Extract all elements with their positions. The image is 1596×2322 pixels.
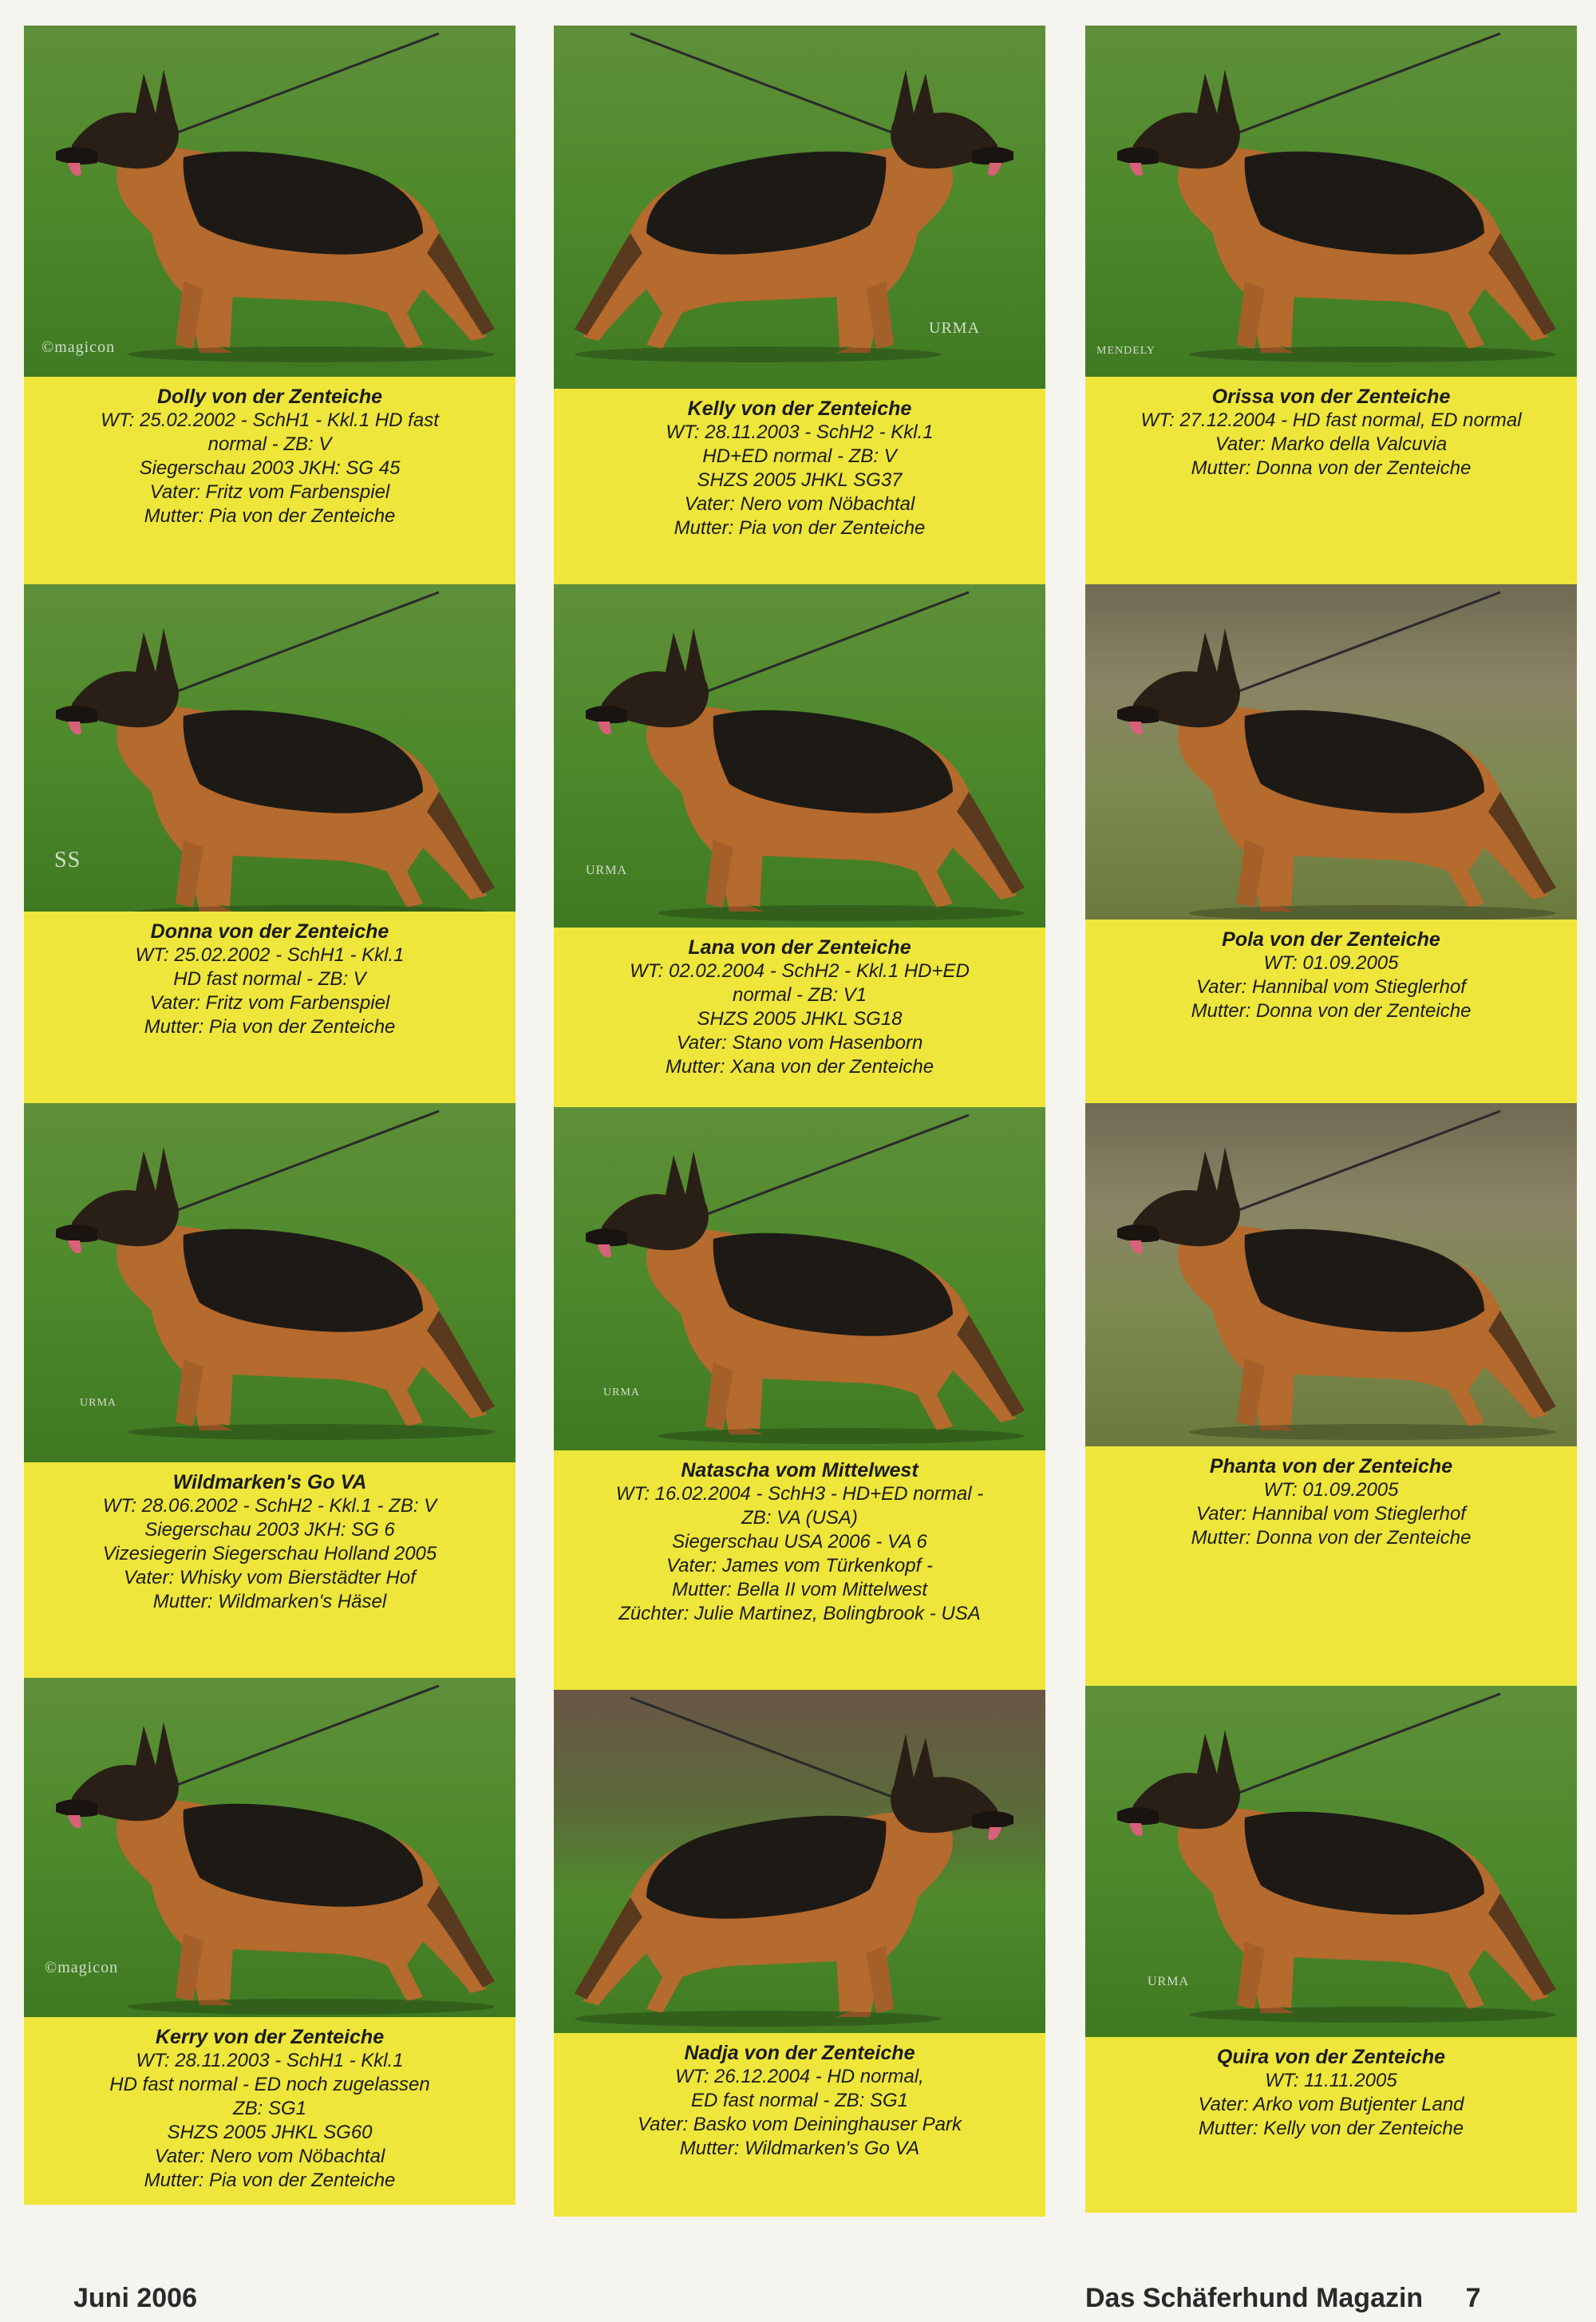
photo-watermark: URMA	[80, 1397, 117, 1409]
caption-line: WT: 11.11.2005	[1265, 2070, 1397, 2091]
photo-watermark: URMA	[929, 319, 981, 337]
caption-line: HD+ED normal - ZB: V	[702, 445, 897, 467]
caption-line: Vater: Arko vom Butjenter Land	[1198, 2094, 1464, 2115]
dog-caption	[24, 1462, 516, 1678]
dog-photo	[554, 584, 1045, 928]
dog-photo	[24, 1678, 516, 2017]
dog-caption	[1085, 920, 1577, 1103]
caption-line: Vater: Whisky vom Bierstädter Hof	[124, 1567, 416, 1588]
page-number: 7	[1465, 2283, 1481, 2313]
dog-silhouette-icon	[1085, 584, 1577, 920]
caption-line: WT: 28.11.2003 - SchH1 - Kkl.1	[136, 2050, 404, 2071]
dog-silhouette-icon	[24, 26, 516, 377]
caption-line: Vater: Nero vom Nöbachtal	[684, 493, 915, 515]
dog-photo	[554, 1107, 1045, 1450]
caption-line: SHZS 2005 JHKL SG37	[697, 469, 903, 491]
dog-silhouette-icon	[554, 1690, 1045, 2033]
dog-photo	[1085, 26, 1577, 377]
dog-caption	[1085, 1446, 1577, 1686]
dog-card	[24, 1103, 516, 1678]
dog-card	[24, 26, 516, 584]
dog-caption	[554, 389, 1045, 584]
caption-line: WT: 02.02.2004 - SchH2 - Kkl.1 HD+ED	[630, 960, 970, 982]
dog-name: Wildmarken's Go VA	[172, 1471, 367, 1493]
caption-line: Siegerschau 2003 JKH: SG 6	[144, 1519, 395, 1541]
caption-line: Mutter: Donna von der Zenteiche	[1191, 1527, 1472, 1549]
caption-line: Mutter: Bella II vom Mittelwest	[671, 1579, 928, 1600]
footer-magazine-title	[1085, 2283, 1481, 2314]
caption-line: WT: 25.02.2002 - SchH1 - Kkl.1 HD fast	[101, 409, 439, 431]
column-1	[24, 26, 516, 2205]
dog-photo	[1085, 1686, 1577, 2037]
dog-card	[1085, 26, 1577, 584]
dog-card	[554, 1107, 1045, 1690]
dog-card	[1085, 584, 1577, 1103]
caption-line: Mutter: Wildmarken's Häsel	[152, 1591, 387, 1612]
dog-caption	[1085, 377, 1577, 584]
caption-line: ZB: VA (USA)	[741, 1507, 858, 1529]
caption-line: WT: 16.02.2004 - SchH3 - HD+ED normal -	[615, 1483, 984, 1505]
caption-line: Vater: Hannibal vom Stieglerhof	[1196, 1503, 1466, 1525]
dog-name: Kelly von der Zenteiche	[687, 398, 912, 420]
dog-photo	[24, 1103, 516, 1462]
dog-silhouette-icon	[1085, 26, 1577, 377]
dog-name: Quira von der Zenteiche	[1216, 2046, 1446, 2068]
dog-name: Dolly von der Zenteiche	[156, 386, 382, 408]
dog-name: Phanta von der Zenteiche	[1209, 1455, 1453, 1477]
caption-line: Siegerschau USA 2006 - VA 6	[672, 1531, 927, 1553]
dog-photo	[24, 26, 516, 377]
dog-name: Lana von der Zenteiche	[688, 936, 911, 959]
photo-watermark: URMA	[586, 864, 628, 877]
dog-silhouette-icon	[24, 584, 516, 912]
column-3	[1085, 26, 1577, 2213]
caption-line: Mutter: Xana von der Zenteiche	[665, 1056, 934, 1078]
caption-line: HD fast normal - ZB: V	[173, 968, 366, 990]
dog-card	[24, 1678, 516, 2205]
dog-card	[1085, 1103, 1577, 1686]
caption-line: Mutter: Pia von der Zenteiche	[144, 1016, 396, 1038]
caption-line: Siegerschau 2003 JKH: SG 45	[139, 457, 401, 479]
dog-silhouette-icon	[554, 584, 1045, 928]
dog-photo	[554, 26, 1045, 389]
caption-line: Mutter: Donna von der Zenteiche	[1191, 1000, 1472, 1022]
caption-line: ED fast normal - ZB: SG1	[690, 2090, 909, 2111]
caption-line: SHZS 2005 JHKL SG18	[697, 1008, 903, 1030]
photo-watermark: ©magicon	[45, 1959, 119, 1976]
dog-card	[554, 584, 1045, 1107]
caption-line: Vater: Marko della Valcuvia	[1215, 433, 1448, 455]
caption-line: Mutter: Wildmarken's Go VA	[679, 2138, 920, 2159]
dog-photo	[1085, 1103, 1577, 1446]
caption-line: Vizesiegerin Siegerschau Holland 2005	[102, 1543, 437, 1564]
dog-silhouette-icon	[1085, 1103, 1577, 1446]
caption-line: WT: 27.12.2004 - HD fast normal, ED normal	[1140, 409, 1522, 431]
dog-caption	[554, 2033, 1045, 2217]
photo-watermark: SS	[54, 848, 81, 872]
photo-watermark: ©magicon	[41, 338, 116, 356]
caption-line: Mutter: Kelly von der Zenteiche	[1198, 2118, 1464, 2139]
caption-line: normal - ZB: V1	[732, 984, 867, 1006]
caption-line: Vater: Basko vom Deininghauser Park	[638, 2114, 962, 2135]
photo-watermark: URMA	[1148, 1975, 1190, 1988]
dog-name: Nadja von der Zenteiche	[684, 2042, 915, 2064]
photo-watermark: MENDELY	[1096, 345, 1156, 357]
caption-line: WT: 26.12.2004 - HD normal,	[675, 2066, 924, 2087]
caption-line: Vater: Fritz vom Farbenspiel	[149, 481, 390, 503]
dog-photo	[24, 584, 516, 912]
dog-caption	[24, 2017, 516, 2205]
caption-line: WT: 25.02.2002 - SchH1 - Kkl.1	[135, 944, 405, 966]
caption-line: Vater: Nero vom Nöbachtal	[154, 2146, 385, 2167]
dog-name: Orissa von der Zenteiche	[1211, 386, 1451, 408]
dog-caption	[554, 928, 1045, 1107]
magazine-title: Das Schäferhund Magazin	[1085, 2283, 1424, 2313]
caption-line: Züchter: Julie Martinez, Bolingbrook - USA	[618, 1603, 981, 1624]
caption-line: Vater: James vom Türkenkopf -	[666, 1555, 933, 1576]
caption-line: ZB: SG1	[232, 2098, 307, 2119]
caption-line: SHZS 2005 JHKL SG60	[167, 2122, 373, 2143]
caption-line: WT: 28.06.2002 - SchH2 - Kkl.1 - ZB: V	[102, 1495, 437, 1517]
dog-caption	[24, 377, 516, 584]
photo-watermark: URMA	[603, 1386, 641, 1398]
dog-card	[1085, 1686, 1577, 2213]
dog-card	[24, 584, 516, 1103]
caption-line: Mutter: Pia von der Zenteiche	[144, 2170, 396, 2191]
dog-card	[554, 26, 1045, 584]
caption-line: WT: 01.09.2005	[1263, 1479, 1399, 1501]
dog-name: Natascha vom Mittelwest	[681, 1459, 918, 1481]
caption-line: Mutter: Pia von der Zenteiche	[674, 517, 926, 539]
caption-line: WT: 28.11.2003 - SchH2 - Kkl.1	[666, 421, 934, 443]
footer-issue-date: Juni 2006	[73, 2283, 197, 2313]
dog-caption	[1085, 2037, 1577, 2213]
dog-caption	[554, 1450, 1045, 1690]
dog-name: Donna von der Zenteiche	[150, 920, 389, 943]
column-2	[554, 26, 1045, 2217]
caption-line: Mutter: Donna von der Zenteiche	[1191, 457, 1472, 479]
caption-line: Mutter: Pia von der Zenteiche	[144, 505, 396, 527]
caption-line: Vater: Hannibal vom Stieglerhof	[1196, 976, 1466, 998]
caption-line: normal - ZB: V	[207, 433, 332, 455]
caption-line: Vater: Fritz vom Farbenspiel	[149, 992, 390, 1014]
dog-caption	[24, 912, 516, 1103]
dog-name: Pola von der Zenteiche	[1222, 928, 1440, 951]
caption-line: HD fast normal - ED noch zugelassen	[109, 2074, 430, 2095]
caption-line: WT: 01.09.2005	[1263, 952, 1399, 974]
dog-photo	[1085, 584, 1577, 920]
caption-line: Vater: Stano vom Hasenborn	[676, 1032, 923, 1054]
dog-card	[554, 1690, 1045, 2217]
dog-photo	[554, 1690, 1045, 2033]
dog-name: Kerry von der Zenteiche	[155, 2026, 385, 2048]
